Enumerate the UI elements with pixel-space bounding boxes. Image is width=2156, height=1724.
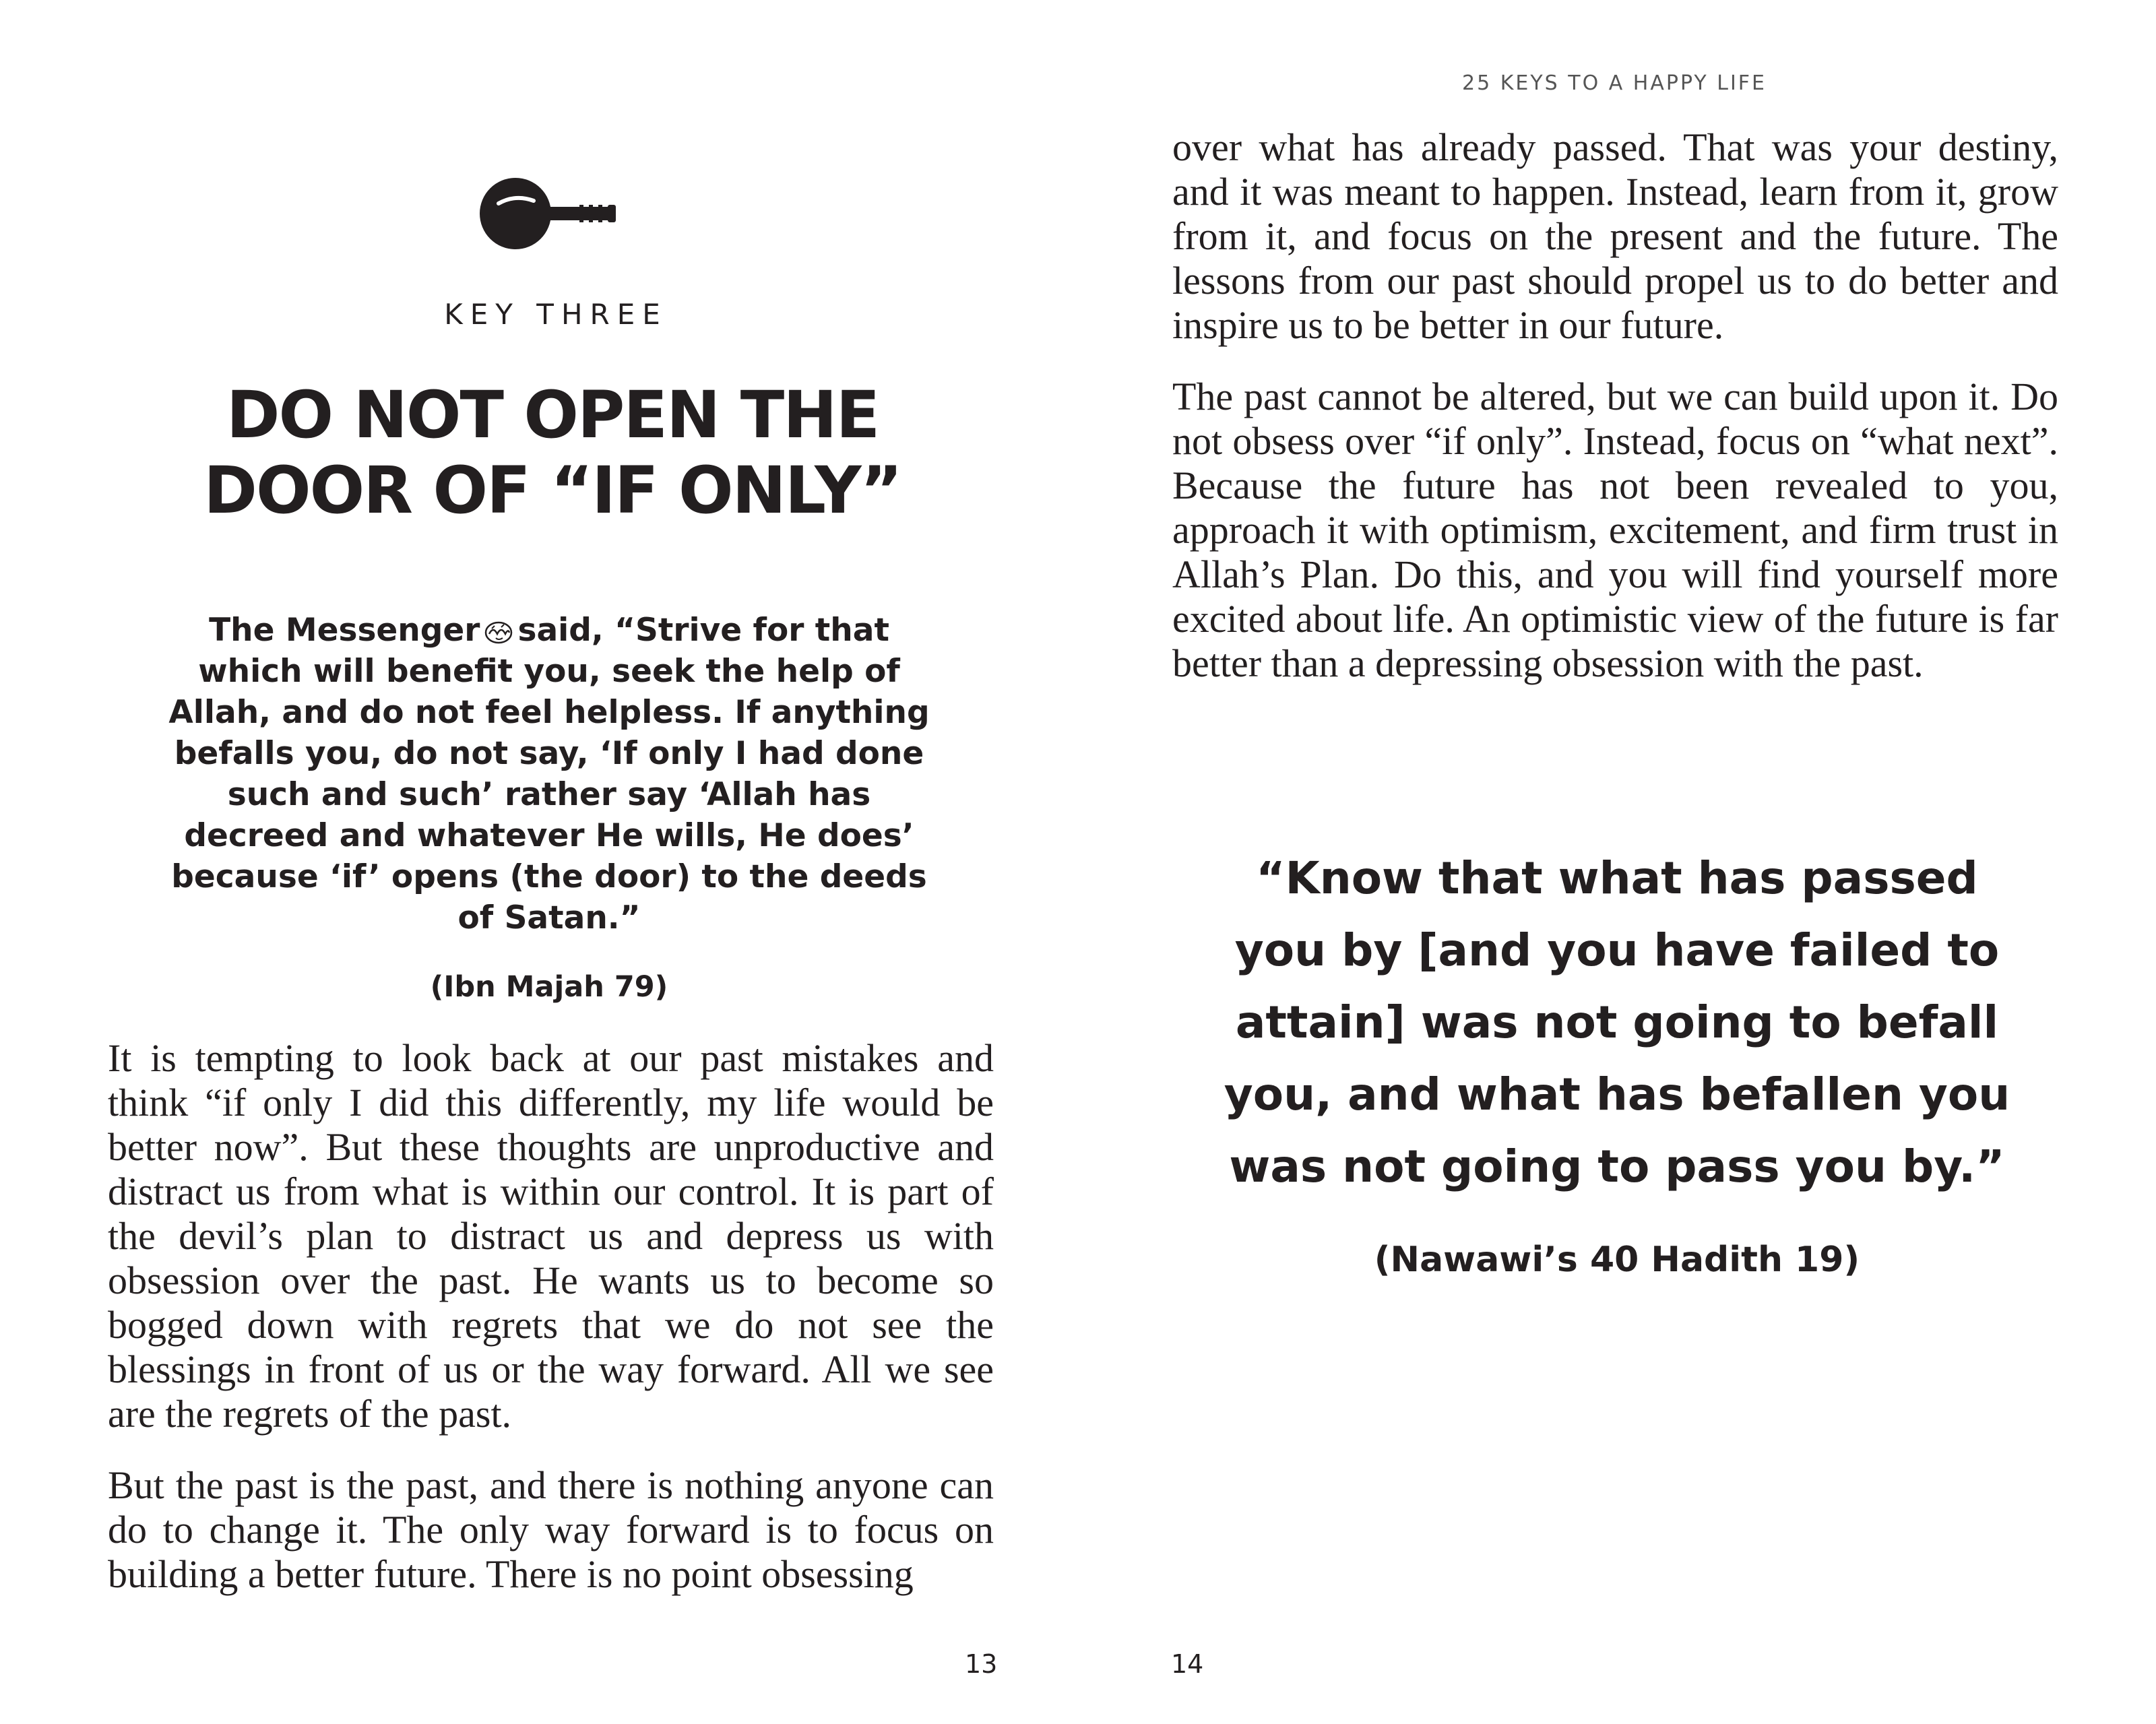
chapter-title-line-2: DOOR OF “IF ONLY”	[203, 453, 901, 528]
hadith-text: said, “Strive for that which will benefit you, seek the help of Allah, and do not feel helpless. If anything befalls you, do not say, ‘If only I had done such and such’ rather say ‘Allah has decreed and whatever He wills, He does’ because ‘if’ opens (the door) to the deeds of Satan.”	[168, 612, 930, 936]
pbuh-calligraphy-icon	[484, 619, 513, 645]
body-paragraph: It is tempting to look back at our past mistakes and think “if only I did this differently, my life would be better now”. But these thoughts are unproductive and distract us from what is within our control. It is part of the devil’s plan to distract us and depress us with obsession over the past. He wants us to become so bogged down with regrets that we do not see the blessings in front of us or the way forward. All we see are the regrets of the past.	[108, 1036, 994, 1436]
body-paragraph: But the past is the past, and there is nothing anyone can do to change it. The only way forward is to focus on building a better future. There is no point obsessing	[108, 1463, 994, 1596]
page-number: 13	[965, 1649, 998, 1679]
right-page	[1078, 0, 2156, 1724]
body-paragraph: over what has already passed. That was your destiny, and it was meant to happen. Instead, learn from it, grow from it, and focus on the present and the future. The lessons from our past should propel us to do better and inspire us to be better in our future.	[1172, 125, 2058, 347]
hadith-lead: The Messenger	[209, 612, 480, 649]
hadith-source: (Ibn Majah 79)	[430, 970, 668, 1004]
hadith-quote	[162, 610, 937, 938]
chapter-title	[101, 377, 1004, 528]
running-header: 25 KEYS TO A HAPPY LIFE	[1462, 71, 1767, 95]
pull-quote-source: (Nawawi’s 40 Hadith 19)	[1374, 1240, 1860, 1280]
page-number: 14	[1171, 1649, 1204, 1679]
key-icon	[478, 177, 627, 251]
chapter-label: KEY THREE	[444, 298, 668, 331]
body-paragraph: The past cannot be altered, but we can build upon it. Do not obsess over “if only”. Instead, focus on “what next”. Because the future has not been revealed to you, approach it with optimism, excitement, and firm trust in Allah’s Plan. Do this, and you will find yourself more excited about life. An optimistic view of the future is far better than a depressing obsession with the past.	[1172, 375, 2058, 685]
pull-quote: “Know that what has passed you by [and you have failed to attain] was not going to befall you, and what has befallen you was not going to pass you by.”	[1224, 852, 2010, 1192]
chapter-title-line-1: DO NOT OPEN THE	[226, 377, 879, 453]
